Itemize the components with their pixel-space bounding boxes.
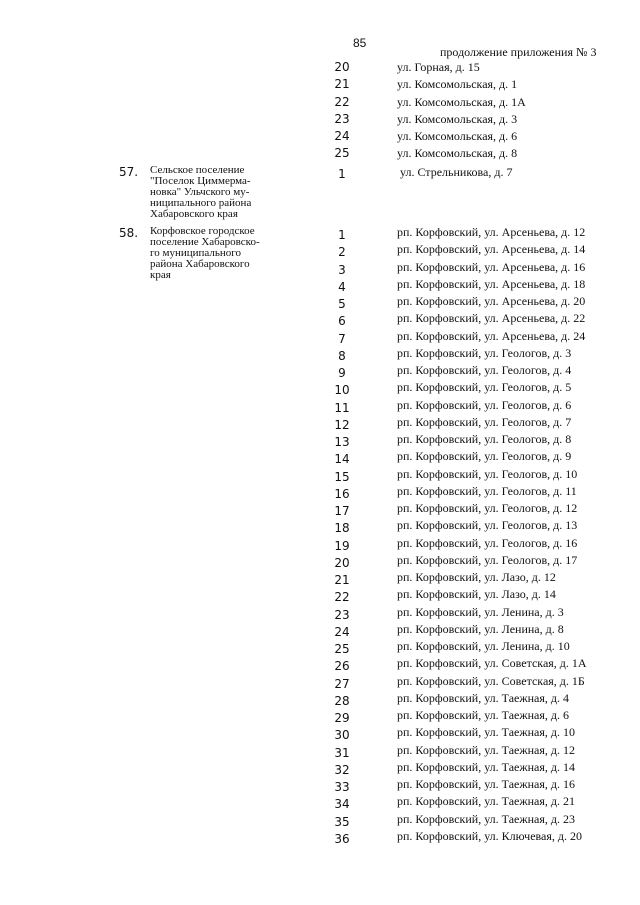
row-number: 28 <box>334 693 350 708</box>
row-number: 22 <box>334 94 350 109</box>
row-number: 8 <box>338 348 346 363</box>
row-number: 4 <box>338 279 346 294</box>
municipality-name: Корфовское городское поселение Хабаровско- го муниципального района Хабаровского края <box>150 225 260 281</box>
row-address: рп. Корфовский, ул. Таежная, д. 12 <box>397 742 576 757</box>
row-number: 19 <box>334 538 350 553</box>
row-address: рп. Корфовский, ул. Таежная, д. 4 <box>397 690 570 705</box>
row-number: 24 <box>334 624 350 639</box>
row-number: 16 <box>334 486 350 501</box>
row-number: 11 <box>334 400 350 415</box>
row-number: 12 <box>334 417 350 432</box>
row-address: рп. Корфовский, ул. Геологов, д. 5 <box>397 380 572 395</box>
row-number: 20 <box>334 555 350 570</box>
row-address: рп. Корфовский, ул. Геологов, д. 3 <box>397 345 572 360</box>
row-number: 36 <box>334 831 350 846</box>
row-number: 32 <box>334 762 350 777</box>
row-address: рп. Корфовский, ул. Советская, д. 1Б <box>397 673 585 688</box>
row-address: рп. Корфовский, ул. Лазо, д. 14 <box>397 587 556 602</box>
row-address: ул. Комсомольская, д. 8 <box>397 146 518 161</box>
entry-number: 57. <box>119 165 139 179</box>
row-number: 23 <box>334 607 350 622</box>
row-number: 33 <box>334 780 350 794</box>
row-number: 27 <box>334 676 350 691</box>
row-number: 2 <box>338 245 346 260</box>
row-address: ул. Комсомольская, д. 1А <box>397 94 526 109</box>
row-address: рп. Корфовский, ул. Таежная, д. 23 <box>397 811 576 826</box>
row-address: рп. Корфовский, ул. Арсеньева, д. 14 <box>397 242 586 257</box>
row-number: 29 <box>334 711 350 725</box>
row-address: рп. Корфовский, ул. Арсеньева, д. 24 <box>397 328 586 343</box>
row-number: 30 <box>334 728 350 743</box>
continuation-label: продолжение приложения № 3 <box>440 45 597 59</box>
page-number: 85 <box>353 36 367 50</box>
row-number: 21 <box>334 77 350 92</box>
row-address: рп. Корфовский, ул. Арсеньева, д. 16 <box>397 259 586 274</box>
row-address: рп. Корфовский, ул. Ленина, д. 10 <box>397 639 570 653</box>
row-address: рп. Корфовский, ул. Ленина, д. 8 <box>397 621 564 636</box>
row-number: 1 <box>338 167 346 181</box>
row-address: рп. Корфовский, ул. Таежная, д. 10 <box>397 725 576 740</box>
row-address: рп. Корфовский, ул. Геологов, д. 9 <box>397 449 572 464</box>
row-address: рп. Корфовский, ул. Геологов, д. 16 <box>397 535 578 550</box>
row-number: 9 <box>338 366 346 380</box>
row-address: рп. Корфовский, ул. Арсеньева, д. 22 <box>397 311 586 326</box>
row-number: 26 <box>334 659 350 674</box>
row-address: рп. Корфовский, ул. Геологов, д. 13 <box>397 518 578 533</box>
row-number: 15 <box>334 469 350 484</box>
row-number: 17 <box>334 504 350 518</box>
row-address: рп. Корфовский, ул. Таежная, д. 6 <box>397 708 570 722</box>
row-number: 7 <box>338 331 346 346</box>
row-number: 5 <box>338 297 346 311</box>
row-number: 21 <box>334 573 350 587</box>
row-number: 20 <box>334 60 350 74</box>
row-number: 34 <box>334 797 350 812</box>
row-address: рп. Корфовский, ул. Арсеньева, д. 20 <box>397 294 586 308</box>
row-number: 6 <box>338 314 346 329</box>
row-address: рп. Корфовский, ул. Геологов, д. 17 <box>397 552 578 567</box>
row-number: 31 <box>334 745 350 760</box>
row-address: рп. Корфовский, ул. Геологов, д. 11 <box>397 483 577 498</box>
row-address: ул. Комсомольская, д. 1 <box>397 77 518 92</box>
row-address: рп. Корфовский, ул. Геологов, д. 6 <box>397 397 572 412</box>
row-number: 10 <box>334 383 350 398</box>
row-address: рп. Корфовский, ул. Геологов, д. 7 <box>397 414 572 429</box>
row-address: рп. Корфовский, ул. Геологов, д. 8 <box>397 432 572 446</box>
row-number: 1 <box>338 228 346 242</box>
row-number: 25 <box>334 146 350 161</box>
row-number: 13 <box>334 435 350 449</box>
entry-number: 58. <box>119 226 139 240</box>
row-address: рп. Корфовский, ул. Советская, д. 1А <box>397 656 587 671</box>
municipality-name: Сельское поселение "Поселок Циммерма- новка" Ульчского му- ниципального района Хабаровского края <box>150 164 252 220</box>
row-number: 14 <box>334 452 350 467</box>
row-address: рп. Корфовский, ул. Геологов, д. 12 <box>397 501 578 515</box>
row-address: рп. Корфовский, ул. Геологов, д. 10 <box>397 466 578 481</box>
row-address: ул. Горная, д. 15 <box>397 60 480 74</box>
row-number: 24 <box>334 129 350 143</box>
row-address: рп. Корфовский, ул. Геологов, д. 4 <box>397 363 572 377</box>
row-address: рп. Корфовский, ул. Ключевая, д. 20 <box>397 828 582 843</box>
row-address: рп. Корфовский, ул. Арсеньева, д. 12 <box>397 225 586 239</box>
row-address: рп. Корфовский, ул. Таежная, д. 14 <box>397 759 576 774</box>
row-address: ул. Комсомольская, д. 6 <box>397 129 518 143</box>
row-address: ул. Стрельникова, д. 7 <box>400 165 513 179</box>
row-number: 35 <box>334 814 350 829</box>
row-address: ул. Комсомольская, д. 3 <box>397 111 518 126</box>
row-address: рп. Корфовский, ул. Лазо, д. 12 <box>397 570 556 584</box>
row-number: 18 <box>334 521 350 536</box>
row-address: рп. Корфовский, ул. Арсеньева, д. 18 <box>397 276 586 291</box>
row-address: рп. Корфовский, ул. Таежная, д. 16 <box>397 777 576 791</box>
row-number: 23 <box>334 111 350 126</box>
row-number: 22 <box>334 590 350 605</box>
row-address: рп. Корфовский, ул. Ленина, д. 3 <box>397 604 564 619</box>
row-number: 25 <box>334 642 350 656</box>
row-address: рп. Корфовский, ул. Таежная, д. 21 <box>397 794 576 809</box>
row-number: 3 <box>338 262 346 277</box>
